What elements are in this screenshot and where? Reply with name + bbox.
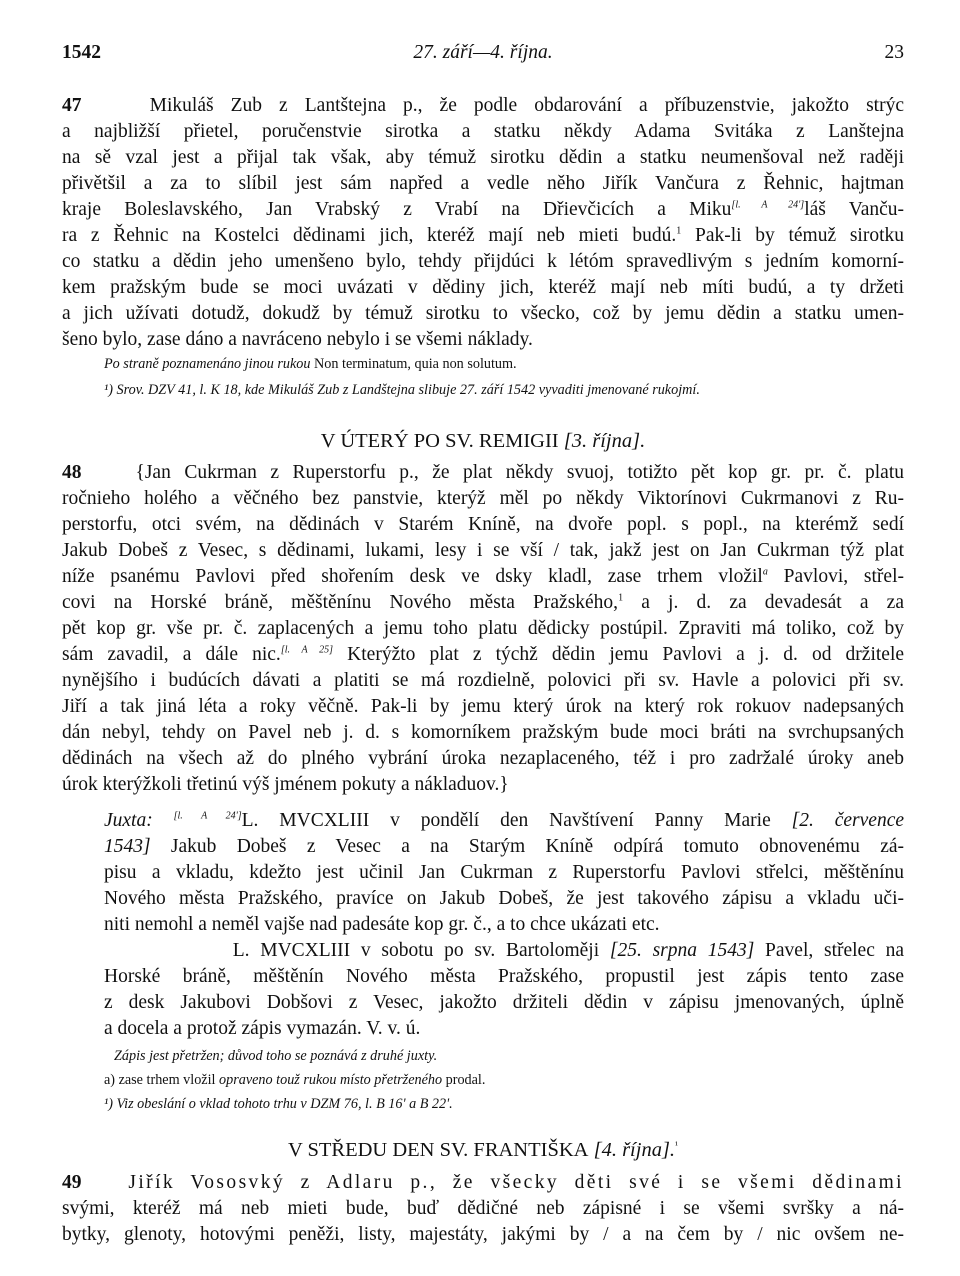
juxta-2-line-4: a docela a protož zápis vymazán. V. v. ú. — [104, 1018, 421, 1039]
entry-text: láš Vanču- — [804, 199, 904, 220]
entry-text: Kterýžto plat z týchž dědin jemu Pavlovi a j. d. od držitele — [333, 644, 905, 665]
juxta-2-line-2: Horské bráně, měštěnín Nového města Pražského, propustil jest zápis tento zase — [104, 966, 904, 987]
entry-49-line-2: svými, kteréž má neb mieti bude, buď dědičné neb zápisné i se všemi svršky a ná- — [62, 1198, 904, 1219]
entry-text: a j. d. za devadesát a za — [623, 592, 904, 613]
entry-text: {Jan Cukrman z Ruperstorfu p., že plat někdy svuoj, totižto pět kop gr. pr. č. platu — [135, 462, 904, 483]
juxta-date: [25. srpna 1543] — [599, 940, 755, 961]
juxta-date: [2. července — [770, 810, 904, 831]
juxta-text: Jakub Dobeš z Vesec a na Starým Kníně odpírá tomuto obnovenému zá- — [150, 836, 904, 857]
entry-47-line-9: a jich užívati dotudž, dokudž by témuž sirotku to všecko, což by jemu dědin a statku umen- — [62, 303, 904, 324]
entry-48-line-3: perstorfu, otci svém, na dědinách v Starém Kníně, na dvoře popl. s popl., na kterémž sedí — [62, 514, 904, 535]
entry-48-line-12: dědinách na všech až do plného vybrání úroka nezaplaceného, též i pro zadržalé úroky aneb — [62, 748, 904, 769]
entry-47-line-2: a najbližší přietel, poručenstvie sirotka a statku někdy Adama Svitáka z Lanštejna — [62, 121, 904, 142]
folio-ref: [l. A 24'] — [173, 810, 242, 822]
folio-ref: [l. A 25] — [280, 644, 334, 656]
footnote-47: ¹) Srov. DZV 41, l. K 18, kde Mikuláš Zub z Landštejna slibuje 27. září 1542 vyvaditi jmenované rukojmí. — [104, 382, 700, 398]
entry-47-line-8: kem pražským bude se moci uvázati v dědiny jich, kteréž mají neb míti budú, a ty držeti — [62, 277, 904, 298]
section-heading-utery — [62, 428, 904, 454]
footnote-ref: 1 — [618, 592, 624, 604]
entry-text: Jiřík Vososvký z Adlaru p., že všecky děti své i se všemi dědinami — [128, 1172, 904, 1193]
entry-text: kraje Boleslavského, Jan Vrabský z Vrabí na Dřievčicích a Miku — [62, 199, 732, 220]
entry-49-line-3: bytky, glenoty, hotovými peněži, listy, majestáty, jakými by / a na čem by / nic ovšem ne- — [62, 1224, 904, 1245]
header-dates: 27. září—4. října. — [413, 42, 553, 63]
entry-text: Pavlovi, střel- — [767, 566, 904, 587]
entry-text: Mikuláš Zub z Lantštejna p., že podle obdarování a příbuzenstvie, jakožto strýc — [149, 95, 904, 116]
entry-48-line-10: Jiří a tak jiná léta a roky věčně. Pak-li by jemu který úrok na který rok rokuov nadepsaných — [62, 696, 904, 717]
footnote-ref: 1 — [676, 225, 682, 237]
entry-text: Pak-li by témuž sirotku — [681, 225, 904, 246]
juxta-2-line-3: z desk Jakubovi Dobšovi z Vesec, jakožto držiteli dědin v zápisu jmenovaných, úplně — [104, 992, 904, 1013]
note-text: a) zase trhem vložil — [104, 1072, 216, 1088]
juxta-text: L. MVCXLIII v pondělí den Navštívení Panny Marie — [241, 810, 771, 831]
juxta-1-line-4: Nového města Pražského, pravíce on Jakub Dobeš, že jest takového zápisu a vkladu uči- — [104, 888, 904, 909]
juxta-2-line-1 — [104, 938, 904, 964]
entry-48-line-13: úrok kterýžkoli třetinú výš jménem pokuty a nákladuov.} — [62, 774, 509, 795]
entry-48-line-7: pět kop gr. vše pr. č. zaplacených a jemu toho platu dědicky postúpil. Zpraviti má toliko, což by — [62, 618, 904, 639]
note-zapis-pretrzen: Zápis jest přetržen; důvod toho se poznává z druhé juxty. — [114, 1048, 438, 1064]
heading-text: V STŘEDU DEN SV. FRANTIŠKA — [287, 1139, 589, 1161]
note-text: Non terminatum, quia non solutum. — [310, 356, 517, 372]
heading-date: [4. října]. — [588, 1139, 676, 1161]
juxta-1-line-3: pisu a vkladu, kdežto jest učinil Jan Cukrman z Ruperstorfu Pavlovi střelci, měštěnínu — [104, 862, 904, 883]
entry-48-line-1 — [62, 460, 904, 486]
entry-47-line-6 — [62, 223, 904, 249]
footnote-48: ¹) Viz obeslání o vklad tohoto trhu v DZM 76, l. B 16' a B 22'. — [104, 1096, 453, 1112]
note-ref-a: a — [762, 566, 768, 578]
running-header — [62, 40, 904, 66]
entry-47-line-7: co statku a dědin jeho umenšeno bylo, tehdy přijdúci k létóm spravedlivým s jedním komorní- — [62, 251, 904, 272]
entry-48-line-8 — [62, 642, 904, 668]
entry-text: níže psanému Pavlovi před shořením desk ve dsky kladl, zase trhem vložil — [62, 566, 763, 587]
juxta-text: L. MVCXLIII v sobotu po sv. Bartoloměji — [232, 940, 600, 961]
entry-48-line-9: nynějšího i budúcích dávati a platiti se má rozdielně, polovici při sv. Havle a polovici při sv. — [62, 670, 904, 691]
header-year: 1542 — [62, 42, 101, 63]
section-heading-streda — [62, 1137, 904, 1163]
juxta-label: Juxta: — [104, 810, 153, 831]
juxta-1-line-2 — [104, 834, 904, 860]
entry-48-line-4: Jakub Dobeš z Vesec, s dědinami, lukami, lesy i se vší / tak, jakž jest on Jan Cukrman týž plat — [62, 540, 904, 561]
entry-number: 49 — [62, 1172, 82, 1193]
note-a — [104, 1070, 904, 1090]
entry-48-line-6 — [62, 590, 904, 616]
entry-text: sám zavadil, a dále nic. — [62, 644, 281, 665]
entry-47-line-4: přivětšil a za to slíbil jest sám napřed a vedle něho Jiřík Vančura z Řehnic, hajtman — [62, 173, 904, 194]
header-page-number: 23 — [884, 42, 904, 63]
note-italic: opraveno touž rukou místo přetrženého — [215, 1072, 443, 1088]
footnote-ref: ¹ — [675, 1140, 679, 1152]
entry-48-line-5 — [62, 564, 904, 590]
folio-ref: [l. A 24'] — [731, 199, 805, 211]
entry-47-line-10: šeno bylo, zase dáno a navráceno nebylo i se všemi náklady. — [62, 329, 533, 350]
juxta-text: Pavel, střelec na — [754, 940, 904, 961]
entry-text: ra z Řehnic na Kostelci dědinami jich, kteréž mají neb mieti budú. — [62, 225, 677, 246]
heading-date: [3. října]. — [558, 430, 646, 452]
juxta-1-line-5: niti nemohl a neměl vajše nad padesáte kop gr. č., a to chce ukázati etc. — [104, 914, 660, 935]
entry-number: 48 — [62, 462, 82, 483]
entry-text: covi na Horské bráně, měštěnínu Nového města Pražského, — [62, 592, 619, 613]
juxta-date: 1543] — [104, 836, 151, 857]
entry-47-line-1 — [62, 93, 904, 119]
entry-47-line-5 — [62, 197, 904, 223]
entry-48-line-2: ročnieho holého a věčného bez panstvie, kterýž měl po někdy Viktorínovi Cukrmanovi z Ru- — [62, 488, 904, 509]
document-page — [62, 0, 904, 1276]
juxta-1-line-1 — [104, 808, 904, 834]
entry-48-line-11: dán nebyl, tehdy on Pavel neb j. d. s komorníkem pražským bude moci bráti na svrchupsaných — [62, 722, 904, 743]
heading-text: V ÚTERÝ PO SV. REMIGII — [320, 430, 559, 452]
entry-number: 47 — [62, 95, 82, 116]
entry-49-line-1 — [62, 1170, 904, 1196]
entry-47-line-3: na sě vzal jest a přijal tak však, aby témuž sirotku dědin a statku neumenšoval než raději — [62, 147, 904, 168]
note-text: prodal. — [442, 1072, 486, 1088]
marginal-note — [104, 354, 904, 374]
note-italic: Po straně poznamenáno jinou rukou — [104, 356, 311, 372]
